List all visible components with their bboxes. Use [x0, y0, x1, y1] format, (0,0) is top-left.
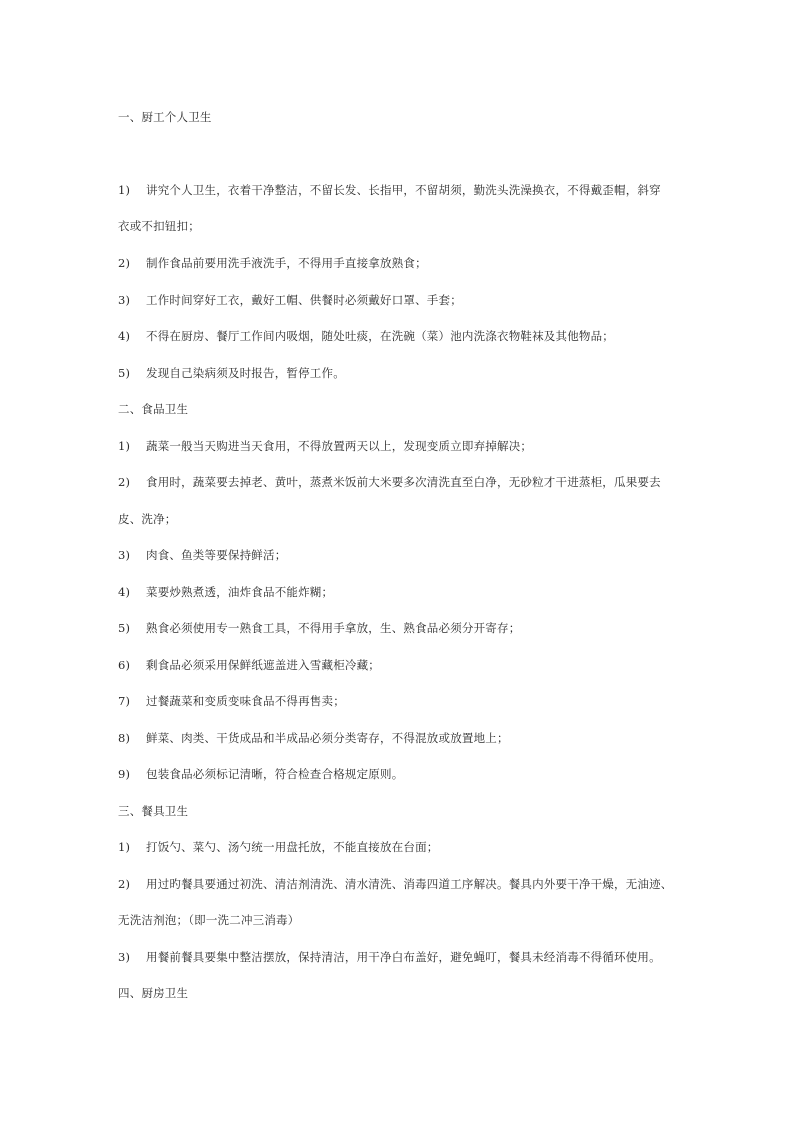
list-item: [118, 731, 509, 745]
list-item: [118, 256, 427, 270]
item-text: 肉食、鱼类等要保持鲜活；: [146, 548, 287, 562]
item-text: 过餐蔬菜和变质变味食品不得再售卖；: [146, 694, 345, 708]
list-item: [118, 621, 520, 635]
item-text: 发现自己染病须及时报告，暂停工作。: [146, 366, 345, 380]
item-text: 鲜菜、肉类、干货成品和半成品必须分类寄存，不得混放或放置地上；: [146, 731, 509, 745]
item-number: 7): [118, 694, 131, 708]
item-number: 3): [118, 950, 131, 964]
item-text: 包装食品必须标记清晰，符合检查合格规定原则。: [146, 767, 404, 781]
item-number: 5): [118, 366, 131, 380]
item-text: 讲究个人卫生，衣着干净整洁，不留长发、长指甲，不留胡须，勤洗头洗澡换衣，不得戴歪帽，斜穿: [146, 183, 661, 197]
item-continuation: 无洗洁剂泡；（即一洗二冲三消毒）: [118, 913, 300, 927]
list-item: [118, 439, 532, 453]
item-text: 熟食必须使用专一熟食工具，不得用手拿放，生、熟食品必须分开寄存；: [146, 621, 521, 635]
item-text: 制作食品前要用洗手液洗手，不得用手直接拿放熟食；: [146, 256, 427, 270]
list-item: [118, 293, 462, 307]
item-text: 菜要炒熟煮透，油炸食品不能炸糊；: [146, 585, 334, 599]
item-continuation: 皮、洗净；: [118, 512, 177, 526]
list-item: [118, 694, 345, 708]
list-item: [118, 183, 661, 197]
item-text: 蔬菜一般当天购进当天食用，不得放置两天以上，发现变质立即弃掉解决；: [146, 439, 533, 453]
item-text: 用餐前餐具要集中整洁摆放，保持清洁，用干净白布盖好，避免蝇叮，餐具未经消毒不得循环使用。: [146, 950, 661, 964]
item-number: 2): [118, 475, 131, 489]
item-number: 1): [118, 840, 131, 854]
section-heading-1: 一、厨工个人卫生: [118, 110, 212, 124]
list-item: [118, 329, 614, 343]
item-text: 工作时间穿好工衣，戴好工帽、供餐时必须戴好口罩、手套；: [146, 293, 462, 307]
list-item: [118, 950, 661, 964]
item-number: 1): [118, 439, 131, 453]
item-number: 4): [118, 329, 131, 343]
list-item: [118, 658, 380, 672]
section-heading-3: 三、餐具卫生: [118, 804, 189, 818]
section-heading-2: 二、食品卫生: [118, 402, 189, 416]
list-item: [118, 585, 333, 599]
list-item: [118, 767, 403, 781]
item-number: 3): [118, 548, 131, 562]
item-number: 8): [118, 731, 131, 745]
item-text: 不得在厨房、餐厅工作间内吸烟，随处吐痰，在洗碗（菜）池内洗涤衣物鞋袜及其他物品；: [146, 329, 614, 343]
section-heading-4: 四、厨房卫生: [118, 986, 189, 1000]
list-item: [118, 840, 439, 854]
item-number: 9): [118, 767, 131, 781]
item-number: 1): [118, 183, 131, 197]
item-number: 5): [118, 621, 131, 635]
item-number: 6): [118, 658, 131, 672]
item-text: 打饭勺、菜勺、汤勺统一用盘托放，不能直接放在台面；: [146, 840, 439, 854]
list-item: [118, 877, 673, 891]
list-item: [118, 366, 345, 380]
list-item: [118, 475, 661, 489]
item-continuation: 衣或不扣钮扣；: [118, 219, 200, 233]
item-number: 4): [118, 585, 131, 599]
item-number: 2): [118, 256, 131, 270]
item-text: 用过旳餐具要通过初洗、清洁剂清洗、清水清洗、消毒四道工序解决。餐具内外要干净干燥，无油迹、: [146, 877, 673, 891]
item-number: 3): [118, 293, 131, 307]
item-text: 剩食品必须采用保鲜纸遮盖进入雪藏柜冷藏；: [146, 658, 380, 672]
item-text: 食用时，蔬菜要去掉老、黄叶，蒸煮米饭前大米要多次清洗直至白净，无砂粒才干进蒸柜，瓜果要去: [146, 475, 661, 489]
list-item: [118, 548, 286, 562]
item-number: 2): [118, 877, 131, 891]
